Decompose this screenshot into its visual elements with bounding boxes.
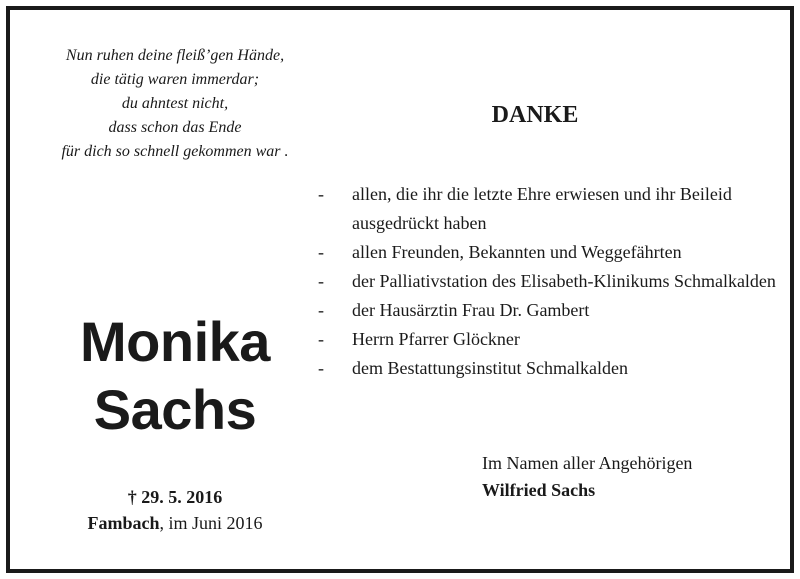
thanks-item-text: der Palliativstation des Elisabeth-Klinikums Schmalkalden	[352, 271, 776, 291]
thanks-item-text: dem Bestattungsinstitut Schmalkalden	[352, 358, 628, 378]
thanks-item-text: der Hausärztin Frau Dr. Gambert	[352, 300, 590, 320]
bullet-dash: -	[318, 329, 324, 349]
place-date-suffix: , im Juni 2016	[159, 513, 263, 533]
thanks-title: DANKE	[491, 102, 579, 128]
bullet-dash: -	[318, 184, 324, 204]
thanks-item	[318, 296, 778, 325]
death-date: † 29. 5. 2016	[127, 487, 223, 507]
signoff	[482, 450, 782, 504]
thanks-item	[318, 180, 778, 238]
thanks-item	[318, 325, 778, 354]
obituary-frame	[6, 6, 794, 573]
bullet-dash: -	[318, 358, 324, 378]
bullet-dash: -	[318, 271, 324, 291]
thanks-item-text: allen Freunden, Bekannten und Weggefährten	[352, 242, 682, 262]
deceased-first-name: Monika	[80, 310, 270, 373]
thanks-item-text: Herrn Pfarrer Glöckner	[352, 329, 520, 349]
thanks-item	[318, 238, 778, 267]
signoff-line: Im Namen aller Angehörigen	[482, 453, 693, 473]
thanks-item-text: allen, die ihr die letzte Ehre erwiesen und ihr Beileid ausgedrückt haben	[352, 184, 732, 233]
memorial-poem	[20, 44, 330, 164]
bullet-dash: -	[318, 300, 324, 320]
thanks-item	[318, 267, 778, 296]
poem-line: dass schon das Ende	[108, 119, 242, 136]
place-date-line	[30, 512, 320, 534]
bullet-dash: -	[318, 242, 324, 262]
thanks-list	[318, 180, 778, 383]
place-name: Fambach	[87, 513, 160, 533]
poem-line: du ahntest nicht,	[121, 95, 229, 112]
thanks-item	[318, 354, 778, 383]
signer-name: Wilfried Sachs	[482, 480, 596, 500]
deceased-last-name: Sachs	[93, 378, 257, 441]
poem-line: für dich so schnell gekommen war .	[61, 143, 289, 160]
poem-line: die tätig waren immerdar;	[90, 71, 260, 88]
poem-line: Nun ruhen deine fleiß’gen Hände,	[65, 47, 285, 64]
